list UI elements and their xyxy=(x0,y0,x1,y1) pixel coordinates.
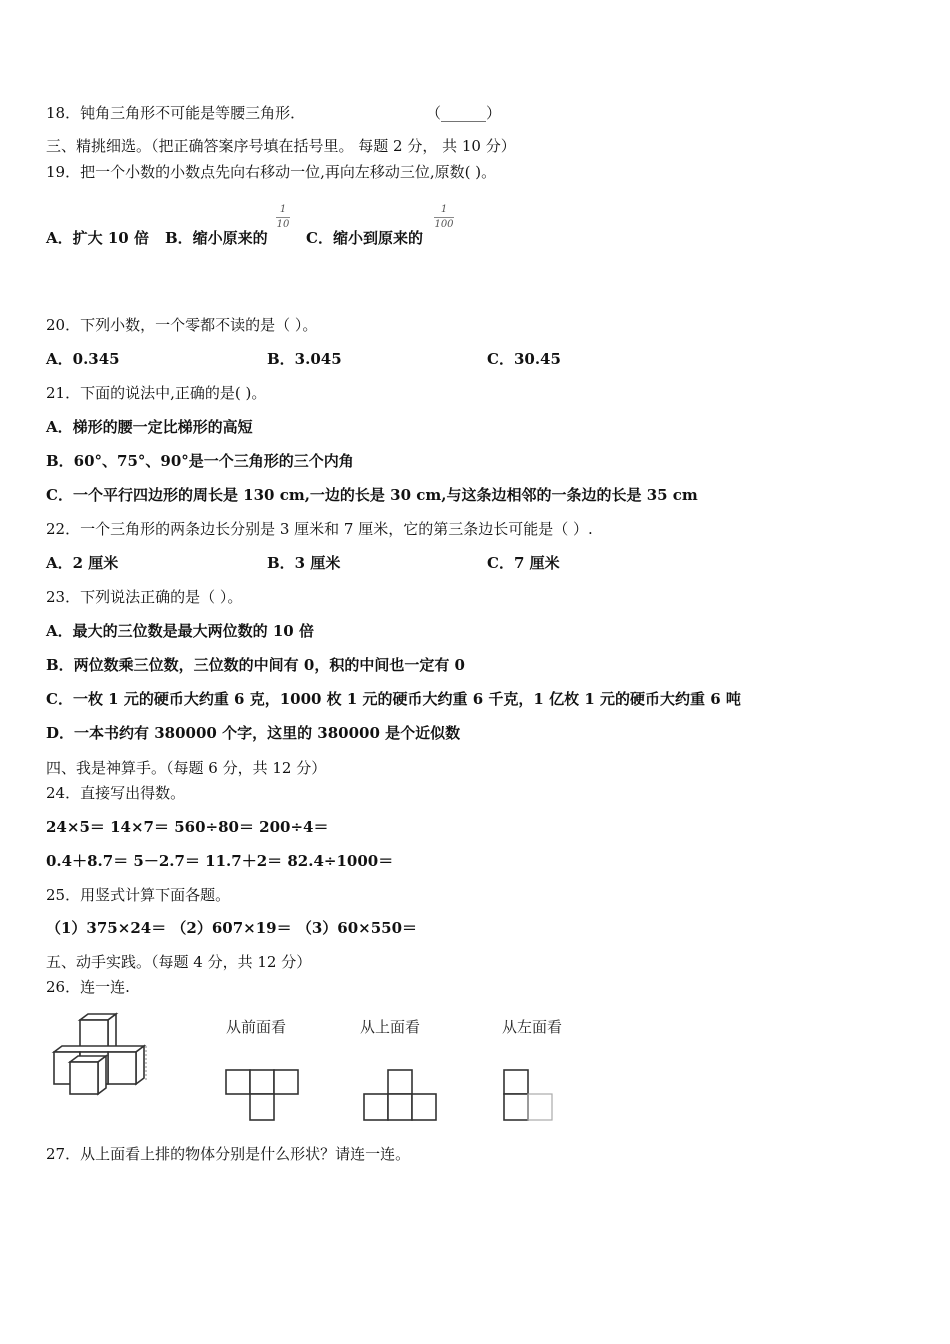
left-view-shape xyxy=(500,1066,556,1124)
q27-stem: 27．从上面看上排的物体分别是什么形状？请连一连。 xyxy=(46,1145,411,1163)
q23-stem: 23．下列说法正确的是（ ）。 xyxy=(46,588,243,606)
q21-option-a: A．梯形的腰一定比梯形的高短 xyxy=(46,418,253,436)
q25-stem: 25．用竖式计算下面各题。 xyxy=(46,886,231,904)
top-view-shape xyxy=(360,1066,440,1124)
q19-fraction-c-num: 1 xyxy=(440,204,448,215)
q20-stem: 20．下列小数，一个零都不读的是（ ）。 xyxy=(46,316,318,334)
q19-fraction-b-num: 1 xyxy=(279,204,287,215)
q19-fraction-b-den: 10 xyxy=(276,219,290,230)
q21-stem: 21．下面的说法中,正确的是( )。 xyxy=(46,384,267,402)
view-label-front: 从前面看 xyxy=(226,1018,287,1036)
q24-row-1: 24×5＝ 14×7＝ 560÷80＝ 200÷4＝ xyxy=(46,818,329,836)
q20-option-b: B．3.045 xyxy=(267,350,342,368)
q19-stem: 19．把一个小数的小数点先向右移动一位,再向左移动三位,原数( )。 xyxy=(46,163,497,181)
q21-option-c: C．一个平行四边形的周长是 130 cm,一边的长是 30 cm,与这条边相邻的一条边的长是 35 cm xyxy=(46,486,698,504)
q19-option-b: B．缩小原来的 xyxy=(165,229,268,247)
q20-option-c: C．30.45 xyxy=(487,350,561,368)
view-label-left: 从左面看 xyxy=(502,1018,563,1036)
q24-stem: 24．直接写出得数。 xyxy=(46,784,186,802)
section-3-header: 三、精挑细选。（把正确答案序号填在括号里。 每题 2 分， 共 10 分） xyxy=(46,137,516,155)
q19-fraction-c xyxy=(434,204,454,231)
q22-stem: 22．一个三角形的两条边长分别是 3 厘米和 7 厘米，它的第三条边长可能是（ ）. xyxy=(46,520,593,538)
q26-block-figure xyxy=(46,1012,156,1098)
q19-fraction-c-den: 100 xyxy=(434,219,454,230)
q22-option-c: C．7 厘米 xyxy=(487,554,560,572)
q18-blank: （______） xyxy=(426,104,502,122)
front-view-shape xyxy=(222,1066,302,1124)
q24-row-2: 0.4＋8.7＝ 5－2.7＝ 11.7＋2＝ 82.4÷1000＝ xyxy=(46,852,394,870)
section-4-header: 四、我是神算手。（每题 6 分，共 12 分） xyxy=(46,759,327,777)
q20-option-a: A．0.345 xyxy=(46,350,120,368)
q23-option-b: B．两位数乘三位数，三位数的中间有 0，积的中间也一定有 0 xyxy=(46,656,465,674)
q22-option-b: B．3 厘米 xyxy=(267,554,341,572)
view-label-top: 从上面看 xyxy=(360,1018,421,1036)
section-5-header: 五、动手实践。（每题 4 分，共 12 分） xyxy=(46,953,312,971)
q22-option-a: A．2 厘米 xyxy=(46,554,119,572)
q19-option-c: C．缩小到原来的 xyxy=(306,229,423,247)
q19-option-a: A．扩大 10 倍 xyxy=(46,229,149,247)
q21-option-b: B．60°、75°、90°是一个三角形的三个内角 xyxy=(46,452,354,470)
q23-option-a: A．最大的三位数是最大两位数的 10 倍 xyxy=(46,622,314,640)
q19-fraction-b xyxy=(276,204,290,231)
cube-front xyxy=(70,1056,106,1094)
q23-option-d: D．一本书约有 380000 个字，这里的 380000 是个近似数 xyxy=(46,724,461,742)
q23-option-c: C．一枚 1 元的硬币大约重 6 克，1000 枚 1 元的硬币大约重 6 千克，1 亿枚 1 元的硬币大约重 6 吨 xyxy=(46,690,741,708)
q18-text: 18．钝角三角形不可能是等腰三角形． xyxy=(46,104,306,122)
q25-row: （1）375×24＝ （2）607×19＝ （3）60×550＝ xyxy=(46,919,418,937)
q26-stem: 26．连一连. xyxy=(46,978,130,996)
